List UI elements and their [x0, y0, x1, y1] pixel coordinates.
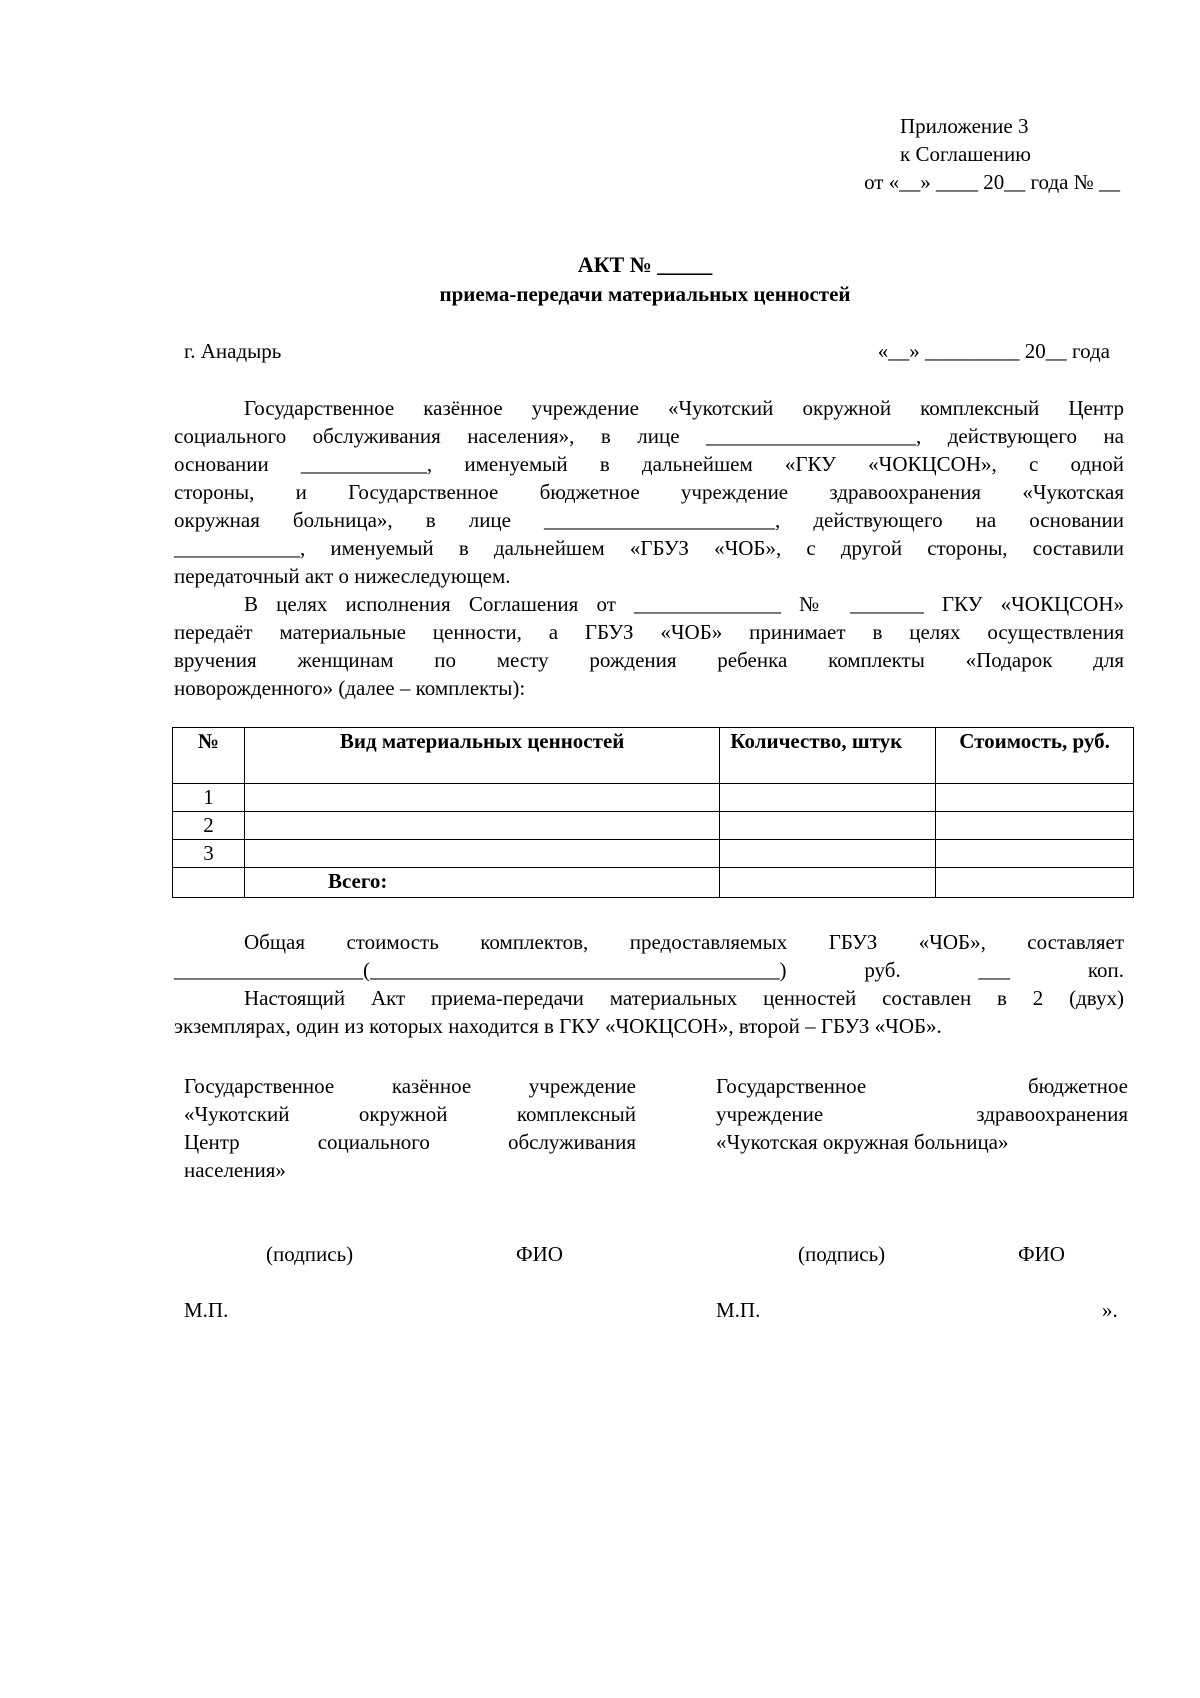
para3-line: __________________(_______________________________________) руб. ___ коп.	[174, 958, 1124, 982]
signature-label-left: (подпись)	[266, 1242, 354, 1266]
paragraph-parties	[174, 394, 1124, 590]
para2-line: вручения женщинам по месту рождения ребенка комплекты «Подарок для	[174, 648, 1124, 672]
header-number: №	[173, 728, 245, 784]
cell-cost	[936, 840, 1134, 868]
table-row	[173, 784, 1134, 812]
para1-line: окружная больница», в лице ______________________, действующего на основании	[174, 508, 1124, 532]
para1-line: Государственное казённое учреждение «Чукотский окружной комплексный Центр	[244, 396, 1124, 420]
appendix-agreement: к Соглашению	[900, 142, 1031, 166]
party-left-line: Центр социального обслуживания	[184, 1130, 636, 1154]
appendix-number: Приложение 3	[900, 114, 1029, 138]
para2-line: новорожденного» (далее – комплекты):	[174, 676, 526, 700]
para2-line: В целях исполнения Соглашения от ______________ № _______ ГКУ «ЧОКЦСОН»	[244, 592, 1124, 616]
party-right-line: «Чукотская окружная больница»	[716, 1130, 1009, 1154]
cell-total-quantity	[720, 868, 936, 898]
table-row	[173, 812, 1134, 840]
cell-number: 2	[173, 812, 245, 840]
para1-line: передаточный акт о нижеследующем.	[174, 564, 511, 588]
place: г. Анадырь	[184, 339, 282, 363]
party-left-line: Государственное казённое учреждение	[184, 1074, 636, 1098]
stamp-label-right: М.П.	[716, 1298, 761, 1322]
name-label-right: ФИО	[1018, 1242, 1065, 1266]
cell-quantity	[720, 784, 936, 812]
signature-label-right: (подпись)	[798, 1242, 886, 1266]
para4-line: экземплярах, один из которых находится в ГКУ «ЧОКЦСОН», второй – ГБУЗ «ЧОБ».	[174, 1014, 942, 1038]
cell-number: 3	[173, 840, 245, 868]
para1-line: социального обслуживания населения», в лице ____________________, действующего на	[174, 424, 1124, 448]
goods-table	[172, 727, 1134, 898]
party-right-line: Государственное бюджетное	[716, 1074, 1128, 1098]
paragraph-purpose	[174, 590, 1124, 702]
para1-line: основании ____________, именуемый в дальнейшем «ГКУ «ЧОКЦСОН», с одной	[174, 452, 1124, 476]
stamp-label-left: М.П.	[184, 1298, 229, 1322]
name-label-left: ФИО	[516, 1242, 563, 1266]
cell-total-label: Всего:	[244, 868, 719, 898]
cell-total-empty	[173, 868, 245, 898]
act-subtitle: приема-передачи материальных ценностей	[439, 282, 851, 306]
appendix-date: от «__» ____ 20__ года № __	[864, 170, 1120, 194]
para3-line: Общая стоимость комплектов, предоставляемых ГБУЗ «ЧОБ», составляет	[244, 930, 1124, 954]
table-header-row	[173, 728, 1134, 784]
party-right-line: учреждение здравоохранения	[716, 1102, 1128, 1126]
act-title: АКТ № _____	[577, 252, 713, 277]
para1-line: ____________, именуемый в дальнейшем «ГБУЗ «ЧОБ», с другой стороны, составили	[174, 536, 1124, 560]
party-right	[716, 1072, 1128, 1156]
para1-line: стороны, и Государственное бюджетное учреждение здравоохранения «Чукотская	[174, 480, 1124, 504]
header-cost: Стоимость, руб.	[936, 728, 1134, 784]
cell-item-type	[244, 784, 719, 812]
cell-item-type	[244, 812, 719, 840]
cell-cost	[936, 784, 1134, 812]
table-total-row	[173, 868, 1134, 898]
party-left	[184, 1072, 636, 1184]
cell-number: 1	[173, 784, 245, 812]
cell-quantity	[720, 840, 936, 868]
party-left-line: «Чукотский окружной комплексный	[184, 1102, 636, 1126]
header-quantity: Количество, штук	[720, 728, 936, 784]
act-date: «__» _________ 20__ года	[877, 339, 1110, 363]
cell-total-cost	[936, 868, 1134, 898]
paragraph-copies	[174, 984, 1124, 1040]
para4-line: Настоящий Акт приема-передачи материальных ценностей составлен в 2 (двух)	[244, 986, 1124, 1010]
cell-item-type	[244, 840, 719, 868]
para2-line: передаёт материальные ценности, а ГБУЗ «ЧОБ» принимает в целях осуществления	[174, 620, 1124, 644]
closing-quote: ».	[1102, 1298, 1118, 1322]
header-item-type: Вид материальных ценностей	[244, 728, 719, 784]
party-left-line: населения»	[184, 1158, 286, 1182]
cell-cost	[936, 812, 1134, 840]
table-row	[173, 840, 1134, 868]
cell-quantity	[720, 812, 936, 840]
paragraph-total-cost	[174, 928, 1124, 984]
